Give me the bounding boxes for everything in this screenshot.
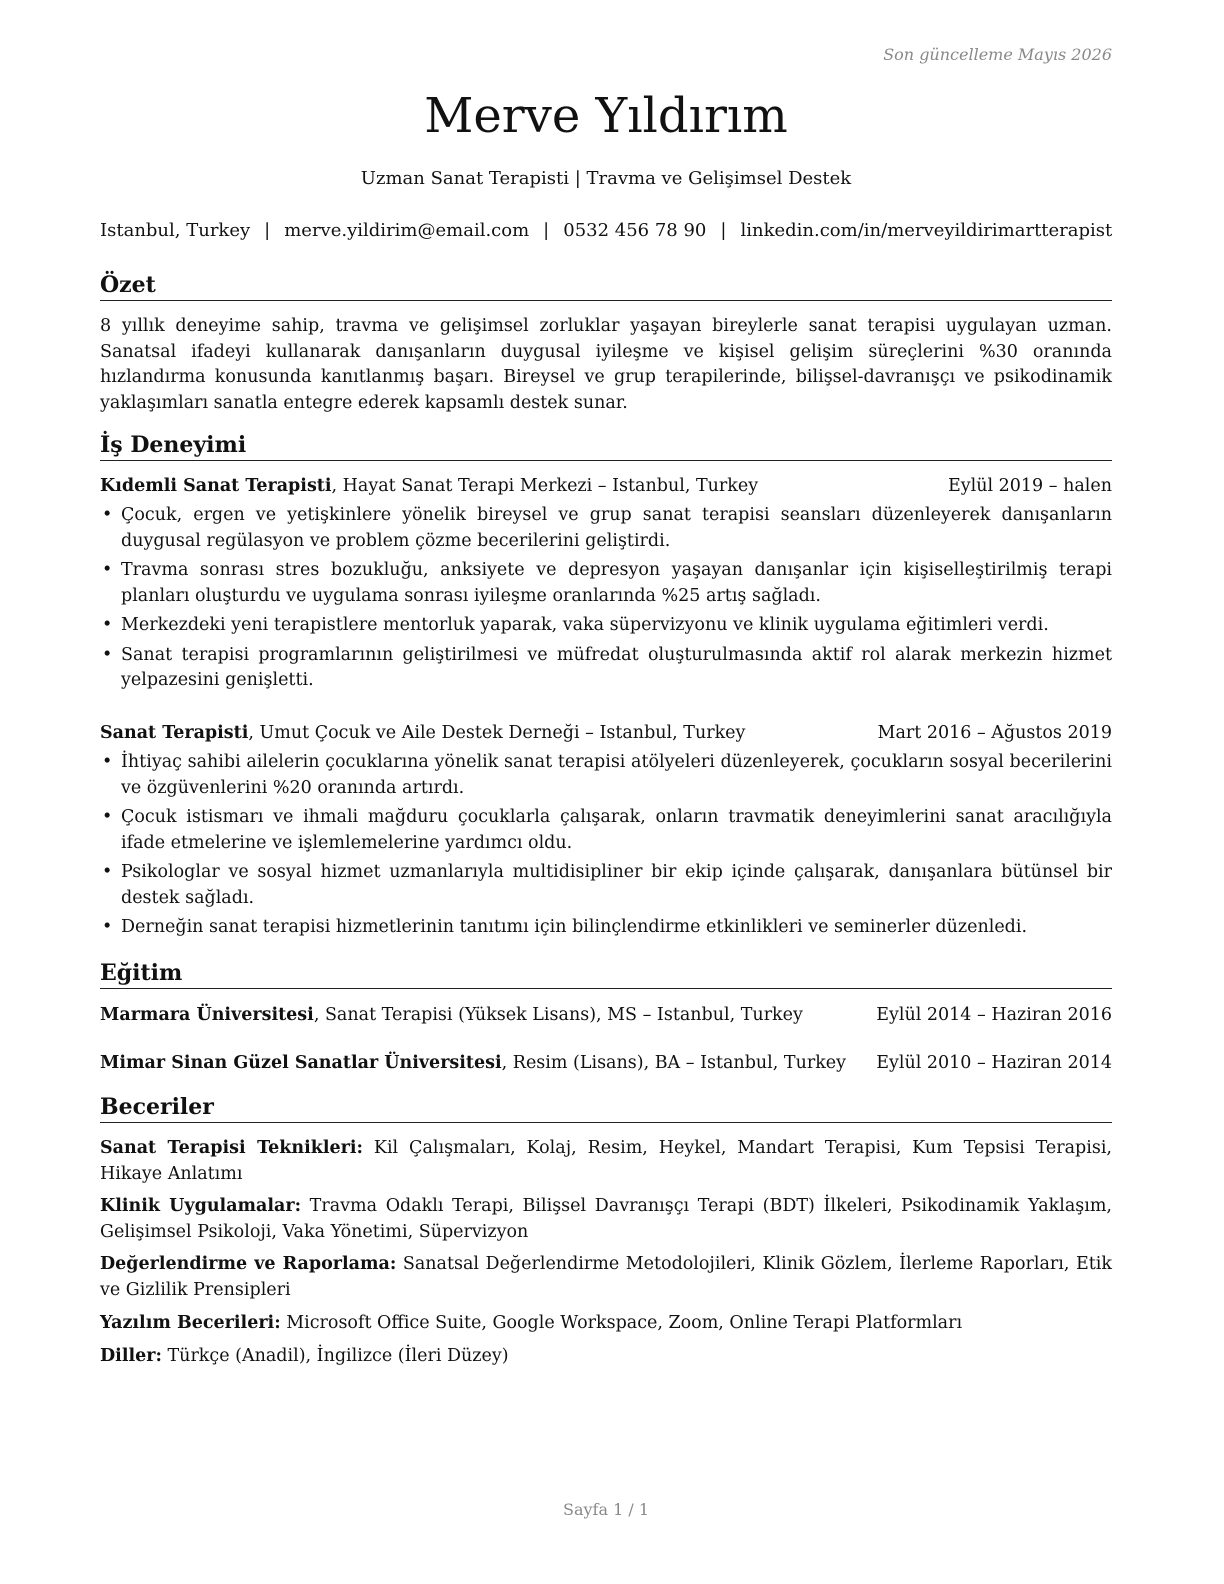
- job-bullet: • Travma sonrası stres bozukluğu, anksiyete ve depresyon yaşayan danışanlar için kişiselleştirilmiş terapi planları oluşturdu ve uygulama sonrası iyileşme oranlarında %25 artış sağladı.: [100, 558, 1112, 609]
- summary-text: 8 yıllık deneyime sahip, travma ve gelişimsel zorluklar yaşayan bireylerle sanat terapisi uygulayan uzman. Sanatsal ifadeyi kullanarak danışanların duygusal iyileşme ve kişisel gelişim süreçlerini %30 oranında hızlandırma konusunda kanıtlanmış başarı. Bireysel ve grup terapilerinde, bilişsel-davranışçı ve psikodinamik yaklaşımları sanatla entegre ederek kapsamlı destek sunar.: [100, 316, 1112, 413]
- job-header: [100, 473, 1112, 499]
- job-bullet: • Merkezdeki yeni terapistlere mentorluk yaparak, vaka süpervizyonu ve klinik uygulama eğitimleri verdi.: [100, 613, 1112, 639]
- page-number: Sayfa 1 / 1: [562, 1500, 649, 1519]
- job-organization: , Umut Çocuk ve Aile Destek Derneği – Istanbul, Turkey: [248, 723, 746, 743]
- skill-value: Sanatsal Değerlendirme Metodolojileri, Klinik Gözlem, İlerleme Raporları, Etik ve Gizlilik Prensipleri: [100, 1254, 1112, 1300]
- job-position: Sanat Terapisti: [100, 723, 249, 743]
- education-item: [100, 1050, 1112, 1076]
- job-dates: Eylül 2019 – halen: [947, 476, 1112, 496]
- section-title-skills: Beceriler: [100, 1092, 1112, 1123]
- skill-value: Travma Odaklı Terapi, Bilişsel Davranışçı Terapi (BDT) İlkeleri, Psikodinamik Yaklaşım, Gelişimsel Psikoloji, Vaka Yönetimi, Süpervizyon: [100, 1196, 1112, 1242]
- job-bullet: • Çocuk istismarı ve ihmali mağduru çocuklarla çalışarak, onların travmatik deneyimlerini sanat aracılığıyla ifade etmelerine ve işlemlemelerine yardımcı oldu.: [100, 805, 1112, 856]
- skill-label: Değerlendirme ve Raporlama:: [100, 1254, 397, 1274]
- education-detail: , Sanat Terapisi (Yüksek Lisans), MS – Istanbul, Turkey: [313, 1005, 803, 1025]
- skill-label: Sanat Terapisi Teknikleri:: [100, 1138, 363, 1158]
- contact-line: [100, 218, 1112, 244]
- job-bullet: • Psikologlar ve sosyal hizmet uzmanlarıyla multidisipliner bir ekip içinde çalışarak, danışanlara bütünsel bir destek sağladı.: [100, 860, 1112, 911]
- skill-value: Türkçe (Anadil), İngilizce (İleri Düzey): [161, 1346, 509, 1366]
- job-bullet: • İhtiyaç sahibi ailelerin çocuklarına yönelik sanat terapisi atölyeleri düzenleyerek, çocukların sosyal becerilerini ve özgüvenlerini %20 oranında artırdı.: [100, 750, 1112, 801]
- professional-title: Uzman Sanat Terapisti | Travma ve Gelişimsel Destek: [360, 168, 852, 189]
- skill-label: Klinik Uygulamalar:: [100, 1196, 302, 1216]
- section-title-experience: İş Deneyimi: [100, 430, 1112, 461]
- education-item: [100, 1002, 1112, 1028]
- job-position: Kıdemli Sanat Terapisti: [100, 476, 332, 496]
- education-dates: Eylül 2010 – Haziran 2014: [876, 1053, 1112, 1073]
- skill-label: Diller:: [100, 1346, 162, 1366]
- skill-line: [100, 1311, 1112, 1337]
- skill-line: [100, 1136, 1112, 1187]
- job-bullet: • Derneğin sanat terapisi hizmetlerinin tanıtımı için bilinçlendirme etkinlikleri ve seminerler düzenledi.: [100, 915, 1112, 941]
- job-header: [100, 720, 1112, 746]
- job-bullets: [100, 750, 1112, 945]
- skill-line: [100, 1194, 1112, 1245]
- contact-email[interactable]: merve.yildirim@email.com: [284, 220, 530, 241]
- job-bullets: [100, 503, 1112, 698]
- resume-page: [100, 0, 1112, 1584]
- section-title-education: Eğitim: [100, 958, 1112, 989]
- education-detail: , Resim (Lisans), BA – Istanbul, Turkey: [501, 1053, 847, 1073]
- education-school: Marmara Üniversitesi: [100, 1005, 314, 1025]
- last-updated: Son güncelleme Mayıs 2026: [883, 45, 1112, 64]
- contact-separator: |: [264, 220, 271, 241]
- skill-value: Microsoft Office Suite, Google Workspace, Zoom, Online Terapi Platformları: [280, 1313, 963, 1333]
- skill-line: [100, 1252, 1112, 1303]
- education-school: Mimar Sinan Güzel Sanatlar Üniversitesi: [100, 1053, 502, 1073]
- candidate-name: Merve Yıldırım: [424, 88, 788, 144]
- skill-label: Yazılım Becerileri:: [100, 1313, 281, 1333]
- education-dates: Eylül 2014 – Haziran 2016: [876, 1005, 1112, 1025]
- skill-line: [100, 1344, 1112, 1370]
- contact-separator: |: [720, 220, 727, 241]
- job-bullet: • Çocuk, ergen ve yetişkinlere yönelik bireysel ve grup sanat terapisi seansları düzenleyerek danışanların duygusal regülasyon ve problem çözme becerilerini geliştirdi.: [100, 503, 1112, 554]
- skill-value: Kil Çalışmaları, Kolaj, Resim, Heykel, Mandart Terapisi, Kum Tepsisi Terapisi, Hikaye Anlatımı: [100, 1138, 1112, 1184]
- contact-separator: |: [543, 220, 550, 241]
- contact-linkedin[interactable]: linkedin.com/in/merveyildirimartterapist: [740, 220, 1113, 241]
- contact-phone: 0532 456 78 90: [563, 220, 707, 241]
- contact-location: Istanbul, Turkey: [100, 220, 251, 241]
- job-bullet: • Sanat terapisi programlarının geliştirilmesi ve müfredat oluşturulmasında aktif rol alarak merkezin hizmet yelpazesini genişletti.: [100, 643, 1112, 694]
- job-dates: Mart 2016 – Ağustos 2019: [877, 723, 1112, 743]
- section-title-summary: Özet: [100, 270, 1112, 301]
- job-organization: , Hayat Sanat Terapi Merkezi – Istanbul, Turkey: [331, 476, 759, 496]
